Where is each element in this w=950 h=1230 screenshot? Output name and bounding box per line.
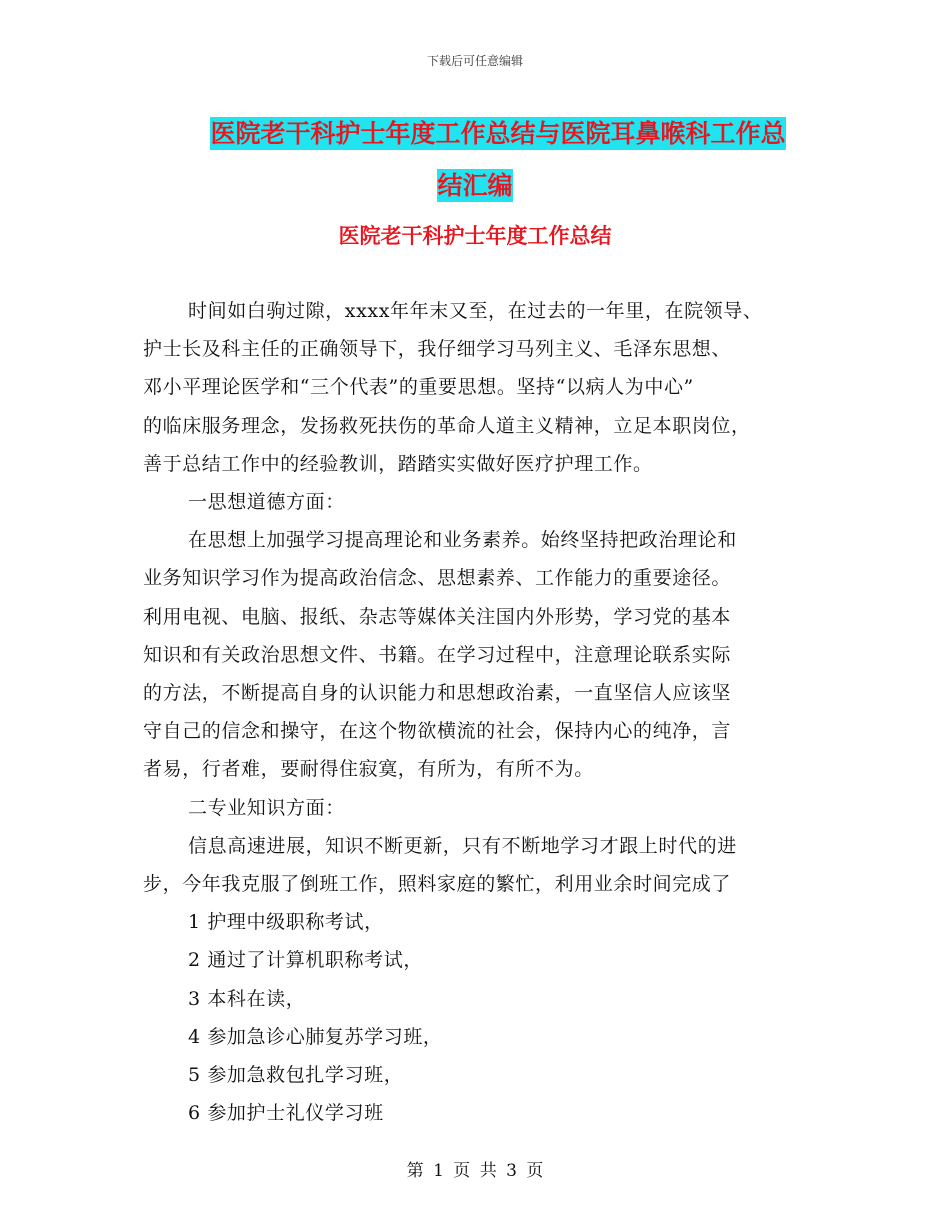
list-item: 1 护理中级职称考试， xyxy=(188,911,384,934)
paragraph-line: 邓小平理论医学和“三个代表”的重要思想。坚持“以病人为中心” xyxy=(143,376,694,399)
paragraph-line: 善于总结工作中的经验教训，踏踏实实做好医疗护理工作。 xyxy=(143,452,653,475)
document-body xyxy=(143,292,823,1132)
paragraph-line: 时间如白驹过隙，xxxx年年末又至，在过去的一年里，在院领导、 xyxy=(188,300,763,322)
document-title xyxy=(0,108,950,212)
document-title-line-1 xyxy=(0,108,950,160)
paragraph-line: 护士长及科主任的正确领导下，我仔细学习马列主义、毛泽东思想、 xyxy=(143,338,732,361)
paragraph-line: 信息高速进展，知识不断更新，只有不断地学习才跟上时代的进 xyxy=(188,834,737,857)
paragraph-line: 者易，行者难，要耐得住寂寞，有所为，有所不为。 xyxy=(143,758,594,781)
paragraph-line: 业务知识学习作为提高政治信念、思想素养、工作能力的重要途径。 xyxy=(143,567,732,590)
list-item: 6 参加护士礼仪学习班 xyxy=(188,1102,384,1125)
document-title-line-2-text: 结汇编 xyxy=(437,171,513,200)
paragraph-line: 守自己的信念和操守，在这个物欲横流的社会，保持内心的纯净，言 xyxy=(143,720,732,743)
list-item: 2 通过了计算机职称考试， xyxy=(188,949,423,972)
list-item: 5 参加急救包扎学习班， xyxy=(188,1064,404,1087)
list-item: 4 参加急诊心肺复苏学习班， xyxy=(188,1025,443,1048)
list-item: 3 本科在读， xyxy=(188,987,306,1010)
document-title-line-1-text: 医院老干科护士年度工作总结与医院耳鼻喉科工作总 xyxy=(210,119,786,148)
paragraph-line: 知识和有关政治思想文件、书籍。在学习过程中，注意理论联系实际 xyxy=(143,643,732,666)
paragraph-line: 步，今年我克服了倒班工作，照料家庭的繁忙，利用业余时间完成了 xyxy=(143,873,732,896)
paragraph-line: 在思想上加强学习提高理论和业务素养。始终坚持把政治理论和 xyxy=(188,529,737,552)
page-header-note: 下载后可任意编辑 xyxy=(426,54,523,68)
paragraph-line: 利用电视、电脑、报纸、杂志等媒体关注国内外形势，学习党的基本 xyxy=(143,605,732,628)
paragraph-line: 的临床服务理念，发扬救死扶伤的革命人道主义精神，立足本职岗位， xyxy=(143,414,751,437)
subheading-ideology: 一思想道德方面： xyxy=(188,491,345,514)
subheading-professional: 二专业知识方面： xyxy=(188,796,345,819)
section-title: 医院老干科护士年度工作总结 xyxy=(338,224,612,248)
page-number: 第 1 页 共 3 页 xyxy=(406,1161,544,1181)
paragraph-line: 的方法，不断提高自身的认识能力和思想政治素，一直坚信人应该坚 xyxy=(143,682,732,705)
